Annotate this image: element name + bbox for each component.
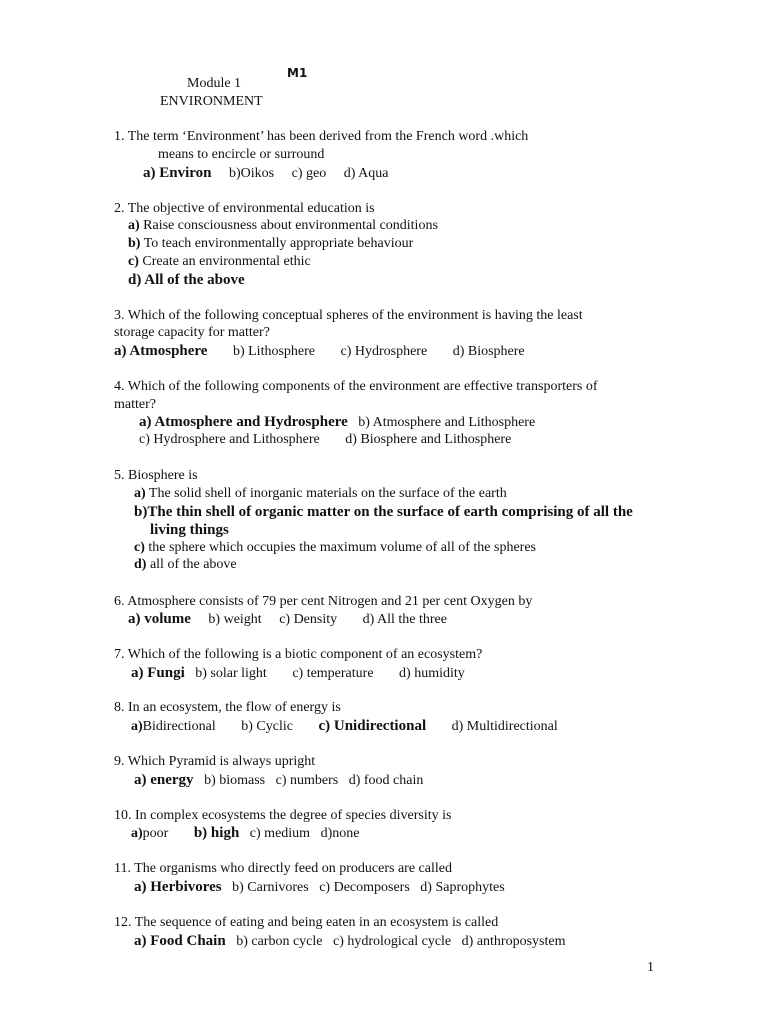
question-12-stem: 12. The sequence of eating and being eaten in an ecosystem is called — [114, 915, 499, 930]
question-9-options — [134, 771, 423, 790]
option: d) All the three — [362, 612, 447, 627]
option: b) solar light — [195, 666, 267, 681]
question-10-stem: 10. In complex ecosystems the degree of species diversity is — [114, 808, 452, 823]
answer-option: a) Atmosphere and Hydrosphere — [139, 414, 348, 430]
option: b) Cyclic — [241, 719, 293, 734]
question-1-options — [143, 164, 388, 183]
page-number: 1 — [647, 960, 654, 975]
question-2-option-d: d) All of the above — [128, 272, 245, 288]
option: c) numbers — [275, 773, 339, 788]
option: d) Biosphere — [452, 344, 525, 359]
question-2-stem: 2. The objective of environmental education is — [114, 201, 375, 216]
option: b) weight — [208, 612, 262, 627]
answer-option: a) Environ — [143, 165, 212, 181]
answer-option: b) high — [193, 825, 240, 841]
option: b)Oikos — [229, 166, 275, 181]
option-text: Raise consciousness about environmental conditions — [139, 218, 438, 233]
question-3-stem-cont: storage capacity for matter? — [114, 325, 270, 340]
option-text: To teach environmentally appropriate behaviour — [140, 236, 414, 251]
option — [131, 825, 168, 843]
question-2-option-b — [128, 235, 413, 253]
option-prefix: b) — [134, 504, 148, 520]
question-5-option-b-cont: living things — [150, 522, 229, 538]
question-3-options — [114, 342, 525, 361]
question-4-options-line-1 — [139, 413, 535, 432]
option-prefix: c) — [134, 540, 145, 555]
option: b) biomass — [204, 773, 266, 788]
question-5-option-a — [134, 485, 507, 503]
option: d) Aqua — [343, 166, 389, 181]
option: d) anthroposystem — [461, 934, 566, 949]
option: c) Density — [279, 612, 338, 627]
answer-option: c) Unidirectional — [318, 718, 427, 734]
page-title: ENVIRONMENT — [160, 94, 263, 109]
answer-option: a) Atmosphere — [114, 343, 208, 359]
option: d) Saprophytes — [420, 880, 505, 895]
question-2-option-c — [128, 253, 311, 271]
option: c) Hydrosphere — [340, 344, 428, 359]
option — [131, 718, 216, 736]
question-10-options — [131, 824, 359, 843]
option-text: all of the above — [146, 557, 237, 572]
question-7-options — [131, 664, 465, 683]
question-4-options-line-2 — [139, 431, 511, 449]
option: b) carbon cycle — [236, 934, 323, 949]
option: d) food chain — [348, 773, 424, 788]
question-5-stem: 5. Biosphere is — [114, 468, 198, 483]
option: c) temperature — [292, 666, 374, 681]
question-12-options — [134, 932, 565, 951]
question-6-stem: 6. Atmosphere consists of 79 per cent Nitrogen and 21 per cent Oxygen by — [114, 594, 533, 609]
option: d)none — [320, 826, 360, 841]
question-5-option-b — [134, 503, 633, 521]
corner-mark: M1 — [287, 66, 308, 80]
option: d) humidity — [399, 666, 465, 681]
option-prefix: b) — [128, 236, 141, 251]
question-3-stem: 3. Which of the following conceptual spheres of the environment is having the least — [114, 308, 583, 323]
option-prefix: a) — [128, 218, 140, 233]
question-11-stem: 11. The organisms who directly feed on producers are called — [114, 861, 452, 876]
option-prefix: a) — [131, 719, 143, 734]
question-1-stem: 1. The term ‘Environment’ has been derived from the French word .which — [114, 129, 529, 144]
option-text: Create an environmental ethic — [138, 254, 311, 269]
question-8-stem: 8. In an ecosystem, the flow of energy is — [114, 700, 341, 715]
option: c) hydrological cycle — [332, 934, 452, 949]
option-text: The thin shell of organic matter on the surface of earth comprising of all the — [147, 504, 633, 520]
option: d) Multidirectional — [451, 719, 558, 734]
question-2-option-a — [128, 217, 438, 235]
option-text: Bidirectional — [142, 719, 216, 734]
question-5-option-d — [134, 556, 237, 574]
question-9-stem: 9. Which Pyramid is always upright — [114, 754, 316, 769]
option-prefix: c) — [128, 254, 139, 269]
option-prefix: a) — [134, 486, 146, 501]
option: b) Lithosphere — [232, 344, 315, 359]
question-4-stem: 4. Which of the following components of the environment are effective transporters of — [114, 379, 598, 394]
option-prefix: d) — [134, 557, 147, 572]
option: b) Atmosphere and Lithosphere — [358, 415, 536, 430]
option: b) Carnivores — [232, 880, 309, 895]
question-4-stem-cont: matter? — [114, 397, 156, 412]
question-1-stem-cont: means to encircle or surround — [158, 147, 325, 162]
answer-option: a) volume — [128, 611, 191, 627]
option: c) Decomposers — [319, 880, 410, 895]
answer-option: a) Food Chain — [134, 933, 226, 949]
option-prefix: a) — [131, 826, 143, 841]
question-7-stem: 7. Which of the following is a biotic component of an ecosystem? — [114, 647, 483, 662]
question-8-options — [131, 717, 558, 736]
answer-option: a) Herbivores — [134, 879, 222, 895]
question-6-options — [128, 610, 447, 629]
question-5-option-c — [134, 539, 536, 557]
option: d) Biosphere and Lithosphere — [345, 432, 512, 447]
option: c) medium — [249, 826, 311, 841]
option-text: poor — [142, 826, 169, 841]
option-text: the sphere which occupies the maximum volume of all of the spheres — [144, 540, 537, 555]
question-11-options — [134, 878, 505, 897]
answer-option: a) energy — [134, 772, 194, 788]
module-label: Module 1 — [187, 76, 242, 91]
option: c) geo — [291, 166, 327, 181]
answer-option: a) Fungi — [131, 665, 185, 681]
option: c) Hydrosphere and Lithosphere — [139, 432, 320, 447]
option-text: The solid shell of inorganic materials on the surface of the earth — [145, 486, 507, 501]
